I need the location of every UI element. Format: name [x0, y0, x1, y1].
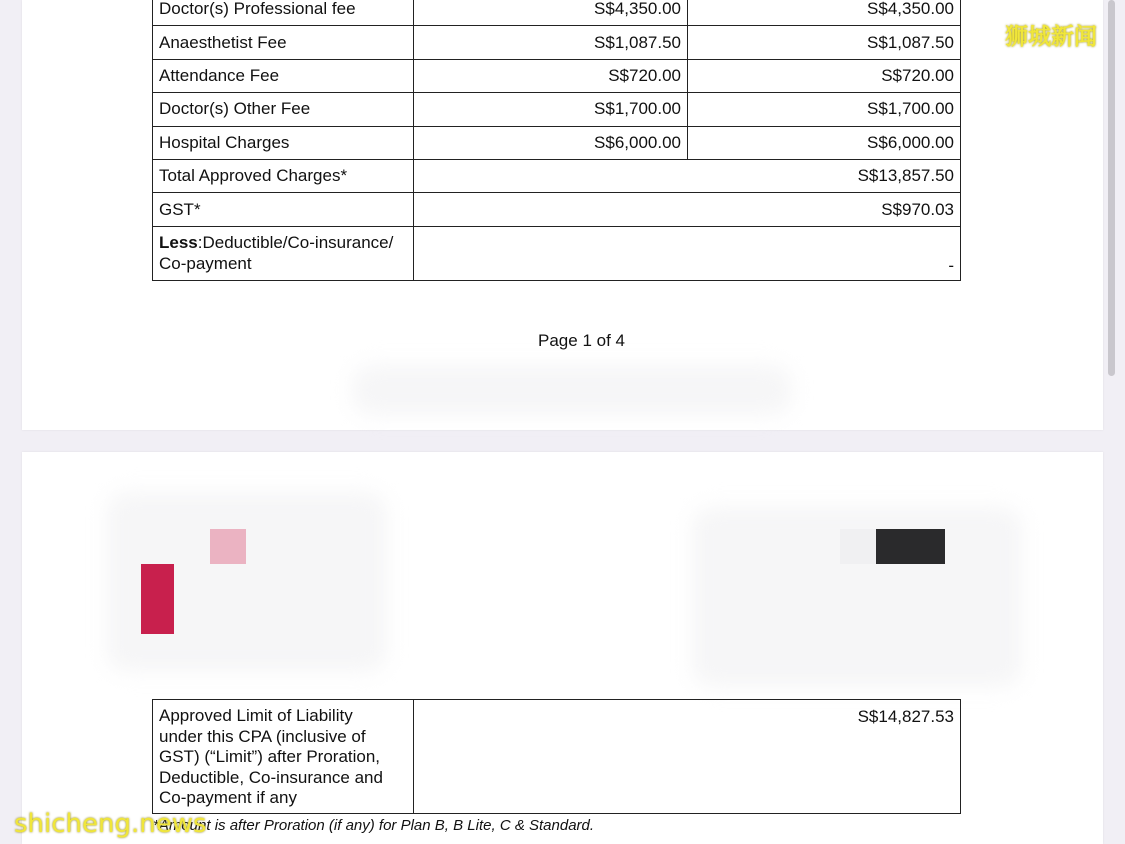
deductible-text-line2: Co-payment	[159, 254, 252, 274]
watermark-top: 狮城新闻	[1005, 24, 1097, 50]
document-page-2	[22, 452, 1103, 844]
limit-label-line: Deductible, Co-insurance and	[159, 767, 383, 787]
gst-row	[153, 193, 961, 226]
page-number: Page 1 of 4	[538, 331, 625, 350]
limit-value: S$14,827.53	[414, 700, 961, 814]
row-label: Doctor(s) Professional fee	[153, 0, 414, 26]
table-row	[153, 59, 961, 92]
total-label: Total Approved Charges*	[153, 159, 414, 192]
row-amount-1: S$6,000.00	[414, 126, 688, 159]
limit-row	[153, 700, 961, 814]
limit-label-line: under this CPA (inclusive of	[159, 726, 366, 746]
limit-label-line: Co-payment if any	[159, 788, 297, 807]
row-amount-2: S$1,087.50	[688, 26, 961, 59]
company-logo-bar	[141, 564, 174, 634]
total-row	[153, 159, 961, 192]
less-bold-text: Less	[159, 233, 198, 253]
redacted-text-block	[352, 365, 792, 415]
row-amount-2: S$4,350.00	[688, 0, 961, 26]
fees-table	[152, 0, 961, 281]
deductible-text: :Deductible/Co-insurance/	[197, 233, 394, 253]
deductible-value: -	[414, 226, 961, 280]
row-amount-2: S$1,700.00	[688, 93, 961, 126]
limit-label-line: Approved Limit of Liability	[159, 706, 353, 725]
row-amount-2: S$720.00	[688, 59, 961, 92]
limit-label-line: GST) (“Limit”) after Proration,	[159, 747, 381, 766]
row-amount-1: S$1,087.50	[414, 26, 688, 59]
row-amount-1: S$4,350.00	[414, 0, 688, 26]
row-label: Hospital Charges	[153, 126, 414, 159]
deductible-label	[153, 226, 414, 280]
document-page-1	[22, 0, 1103, 430]
row-label: Doctor(s) Other Fee	[153, 93, 414, 126]
row-amount-1: S$1,700.00	[414, 93, 688, 126]
scrollbar-thumb[interactable]	[1108, 0, 1115, 376]
redacted-badge-dark	[876, 529, 945, 564]
row-label: Anaesthetist Fee	[153, 26, 414, 59]
table-row	[153, 126, 961, 159]
gst-value: S$970.03	[414, 193, 961, 226]
footnote: *Amount is after Proration (if any) for Plan B, B Lite, C & Standard.	[153, 817, 595, 834]
deductible-row	[153, 226, 961, 280]
company-logo-mark	[210, 529, 246, 564]
total-value: S$13,857.50	[414, 159, 961, 192]
table-row	[153, 93, 961, 126]
limit-table	[152, 699, 961, 814]
row-label: Attendance Fee	[153, 59, 414, 92]
redacted-badge-light	[840, 529, 876, 564]
row-amount-1: S$720.00	[414, 59, 688, 92]
table-row	[153, 26, 961, 59]
table-row	[153, 0, 961, 26]
limit-label	[153, 700, 414, 814]
watermark-bottom: shicheng.news	[14, 809, 207, 839]
row-amount-2: S$6,000.00	[688, 126, 961, 159]
gst-label: GST*	[153, 193, 414, 226]
